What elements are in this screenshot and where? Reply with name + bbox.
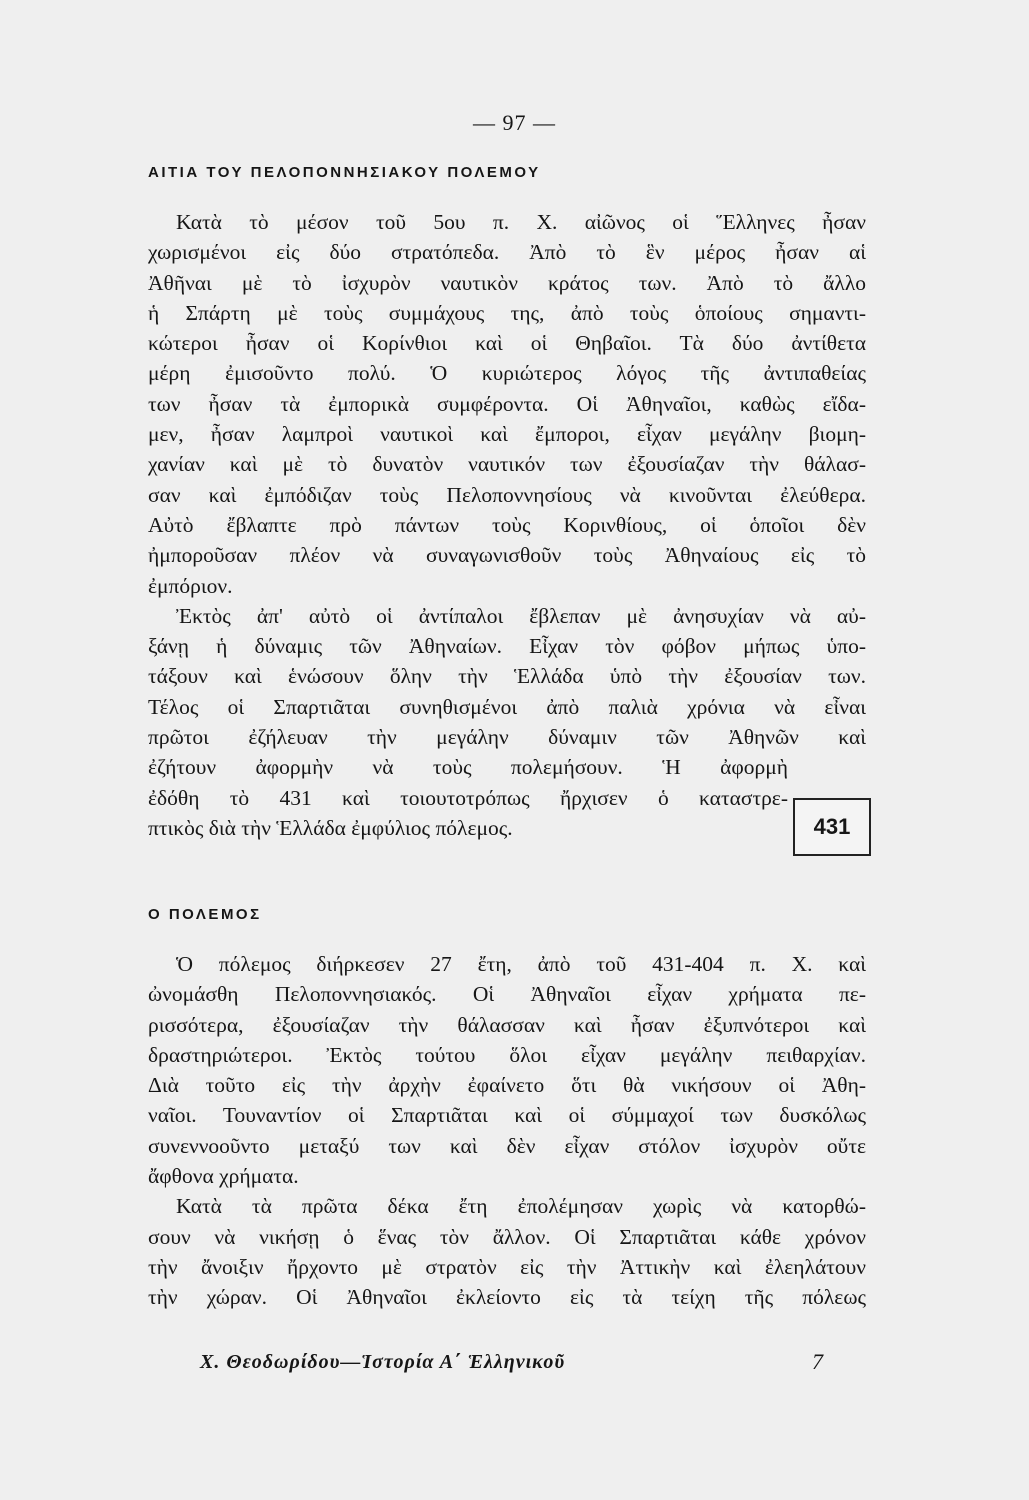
section-heading-war: Ο ΠΟΛΕΜΟΣ <box>148 906 262 923</box>
text-line: ναῖοι. Τουναντίον οἱ Σπαρτιᾶται καὶ οἱ σύμμαχοί των δυσκόλως <box>148 1103 866 1128</box>
text-line: Αὐτὸ ἔβλαπτε πρὸ πάντων τοὺς Κορινθίους, οἱ ὁποῖοι δὲν <box>148 512 866 537</box>
text-line: Τέλος οἱ Σπαρτιᾶται συνηθισμένοι ἀπὸ παλιὰ χρόνια νὰ εἶναι <box>148 694 866 719</box>
text-line: μεν, ἦσαν λαμπροὶ ναυτικοὶ καὶ ἔμποροι, εἶχαν μεγάλην βιομη- <box>148 422 866 447</box>
text-line: χωρισμένοι εἰς δύο στρατόπεδα. Ἀπὸ τὸ ἓν μέρος ἦσαν αἱ <box>148 240 866 265</box>
text-line: δραστηριώτεροι. Ἐκτὸς τούτου ὅλοι εἶχαν μεγάλην πειθαρχίαν. <box>148 1042 866 1067</box>
page-number: — 97 — <box>473 110 556 135</box>
text-line: ἐζήτουν ἀφορμὴν νὰ τοὺς πολεμήσουν. Ἡ ἀφορμὴ <box>148 755 788 780</box>
text-line: των ἦσαν τὰ ἐμπορικὰ συμφέροντα. Οἱ Ἀθηναῖοι, καθὼς εἴδα- <box>148 391 866 416</box>
text-line: ξάνῃ ἡ δύναμις τῶν Ἀθηναίων. Εἶχαν τὸν φόβον μήπως ὑπο- <box>148 634 866 659</box>
text-line: Ἀθῆναι μὲ τὸ ἰσχυρὸν ναυτικὸν κράτος των. Ἀπὸ τὸ ἄλλο <box>148 270 866 295</box>
margin-year-box: 431 <box>793 798 871 856</box>
footer-signature: Χ. Θεοδωρίδου—Ἱστορία Α΄ Ἑλληνικοῦ <box>200 1351 566 1373</box>
text-line: σουν νὰ νικήσῃ ὁ ἕνας τὸν ἄλλον. Οἱ Σπαρτιᾶται κάθε χρόνον <box>148 1224 866 1249</box>
section-heading-causes: ΑΙΤΙΑ ΤΟΥ ΠΕΛΟΠΟΝΝΗΣΙΑΚΟΥ ΠΟΛΕΜΟΥ <box>148 164 541 181</box>
text-line: μέρη ἐμισοῦντο πολύ. Ὁ κυριώτερος λόγος τῆς ἀντιπαθείας <box>148 361 866 386</box>
text-line: ἄφθονα χρήματα. <box>148 1164 299 1189</box>
section-body-causes <box>148 207 866 843</box>
text-line: χανίαν καὶ μὲ τὸ δυνατὸν ναυτικόν των ἐξουσίαζαν τὴν θάλασ- <box>148 452 866 477</box>
text-line: Ἐκτὸς ἀπ' αὐτὸ οἱ ἀντίπαλοι ἔβλεπαν μὲ ἀνησυχίαν νὰ αὐ- <box>176 603 866 628</box>
text-line: ἠμποροῦσαν πλέον νὰ συναγωνισθοῦν τοὺς Ἀθηναίους εἰς τὸ <box>148 543 866 568</box>
text-line: σαν καὶ ἐμπόδιζαν τοὺς Πελοποννησίους νὰ κινοῦνται ἐλεύθερα. <box>148 482 866 507</box>
text-line: κώτεροι ἦσαν οἱ Κορίνθιοι καὶ οἱ Θηβαῖοι. Τὰ δύο ἀντίθετα <box>148 331 866 356</box>
text-line: Κατὰ τὸ μέσον τοῦ 5ου π. Χ. αἰῶνος οἱ Ἕλληνες ἦσαν <box>176 210 866 234</box>
text-line: πρῶτοι ἐζήλευαν τὴν μεγάλην δύναμιν τῶν Ἀθηνῶν καὶ <box>148 725 866 750</box>
text-line: πτικὸς διὰ τὴν Ἑλλάδα ἐμφύλιος πόλεμος. <box>148 815 513 840</box>
text-line: συνεννοοῦντο μεταξύ των καὶ δὲν εἶχαν στόλον ἰσχυρὸν οὔτε <box>148 1133 866 1158</box>
text-line: τάξουν καὶ ἑνώσουν ὅλην τὴν Ἑλλάδα ὑπὸ τὴν ἐξουσίαν των. <box>148 664 866 689</box>
text-line: τὴν χώραν. Οἱ Ἀθηναῖοι ἐκλείοντο εἰς τὰ τείχη τῆς πόλεως <box>148 1285 866 1310</box>
text-line: ρισσότερα, ἐξουσίαζαν τὴν θάλασσαν καὶ ἦσαν ἐξυπνότεροι καὶ <box>148 1012 866 1037</box>
text-line: ἐδόθη τὸ 431 καὶ τοιουτοτρόπως ἤρχισεν ὁ καταστρε- <box>148 785 788 810</box>
text-line: Διὰ τοῦτο εἰς τὴν ἀρχὴν ἐφαίνετο ὅτι θὰ νικήσουν οἱ Ἀθη- <box>148 1073 866 1098</box>
footer-sheet-number: 7 <box>812 1349 823 1374</box>
text-line: τὴν ἄνοιξιν ἤρχοντο μὲ στρατὸν εἰς τὴν Ἀττικὴν καὶ ἐλεηλάτουν <box>148 1254 866 1279</box>
section-body-war <box>148 949 866 1313</box>
text-line: ἐμπόριον. <box>148 573 233 598</box>
text-line: ἡ Σπάρτη μὲ τοὺς συμμάχους της, ἀπὸ τοὺς ὁποίους σημαντι- <box>148 300 866 325</box>
text-line: Ὁ πόλεμος διήρκεσεν 27 ἔτη, ἀπὸ τοῦ 431-404 π. Χ. καὶ <box>176 952 866 976</box>
text-line: ὠνομάσθη Πελοποννησιακός. Οἱ Ἀθηναῖοι εἶχαν χρήματα πε- <box>148 982 866 1007</box>
text-line: Κατὰ τὰ πρῶτα δέκα ἔτη ἐπολέμησαν χωρὶς νὰ κατορθώ- <box>176 1194 866 1219</box>
